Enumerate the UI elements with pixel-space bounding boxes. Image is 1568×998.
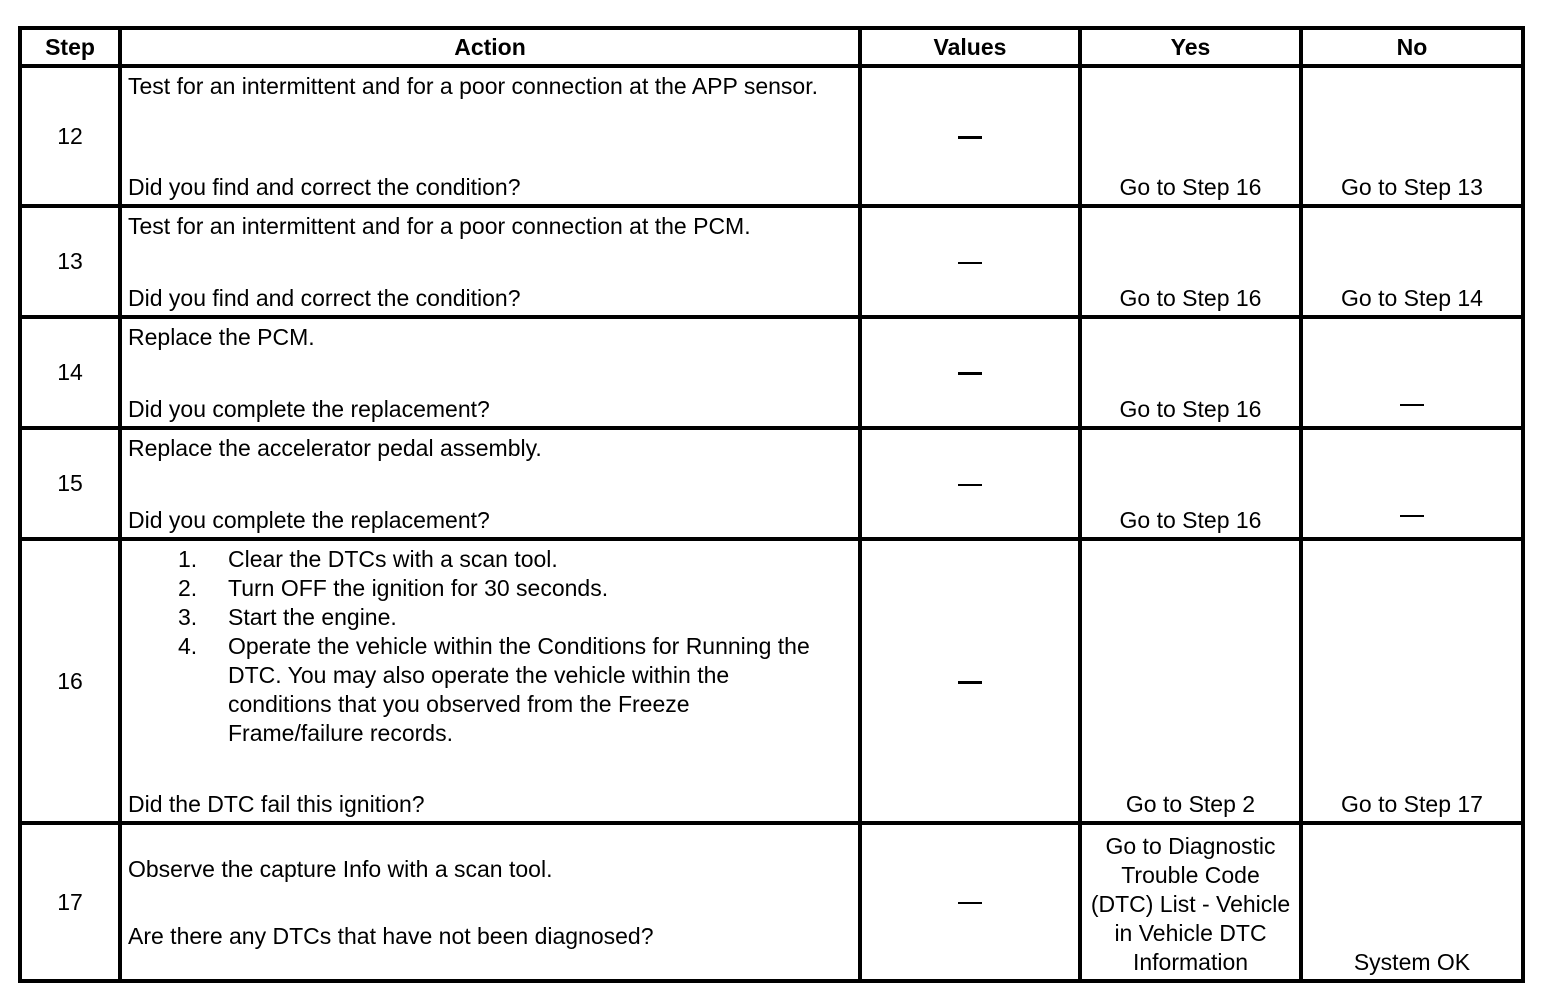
- action-cell: [120, 206, 860, 317]
- action-cell: [120, 539, 860, 823]
- step-number: 17: [20, 823, 120, 981]
- yes-cell: Go to Step 2: [1080, 539, 1301, 823]
- dash-icon: [958, 681, 982, 684]
- step-number: 12: [20, 66, 120, 206]
- header-row: [20, 28, 1523, 66]
- dash-icon: [1400, 515, 1424, 517]
- step-number: 15: [20, 428, 120, 539]
- action-question: Are there any DTCs that have not been diagnosed?: [128, 923, 654, 949]
- dash-icon: [958, 262, 982, 264]
- yes-cell: Go to Step 16: [1080, 428, 1301, 539]
- list-item: 1. Clear the DTCs with a scan tool.: [178, 546, 558, 572]
- action-cell: [120, 428, 860, 539]
- header-action: Action: [120, 28, 860, 66]
- action-cell: [120, 66, 860, 206]
- dash-icon: [1400, 404, 1424, 406]
- header-no: No: [1301, 28, 1523, 66]
- step-number: 16: [20, 539, 120, 823]
- list-item: 4. Operate the vehicle within the Conditions for Running the DTC. You may also operate the vehicle within the conditions that you observed from the Freeze Frame/failure records.: [178, 633, 810, 746]
- action-text: Test for an intermittent and for a poor connection at the PCM.: [128, 213, 751, 239]
- values-cell: [860, 206, 1080, 317]
- step-number: 14: [20, 317, 120, 428]
- action-question: Did you complete the replacement?: [128, 396, 490, 422]
- action-cell: [120, 317, 860, 428]
- table-row: [20, 539, 1523, 823]
- action-text: Replace the PCM.: [128, 324, 315, 350]
- table-row: [20, 428, 1523, 539]
- yes-cell: Go to Step 16: [1080, 66, 1301, 206]
- list-item: 3. Start the engine.: [178, 604, 397, 630]
- dash-icon: [958, 136, 982, 139]
- action-cell: [120, 823, 860, 981]
- header-values: Values: [860, 28, 1080, 66]
- table-row: [20, 317, 1523, 428]
- dash-icon: [958, 484, 982, 486]
- table-row: [20, 66, 1523, 206]
- action-question: Did you find and correct the condition?: [128, 174, 521, 200]
- action-question: Did you find and correct the condition?: [128, 285, 521, 311]
- values-cell: [860, 66, 1080, 206]
- values-cell: [860, 823, 1080, 981]
- yes-cell: Go to Step 16: [1080, 317, 1301, 428]
- values-cell: [860, 539, 1080, 823]
- no-cell: [1301, 317, 1523, 428]
- action-question: Did the DTC fail this ignition?: [128, 791, 425, 817]
- table-row: [20, 823, 1523, 981]
- dash-icon: [958, 902, 982, 904]
- action-text: Replace the accelerator pedal assembly.: [128, 435, 542, 461]
- no-cell: Go to Step 14: [1301, 206, 1523, 317]
- header-yes: Yes: [1080, 28, 1301, 66]
- no-cell: Go to Step 17: [1301, 539, 1523, 823]
- diagnostic-table: [18, 26, 1525, 983]
- yes-cell: Go to Diagnostic Trouble Code (DTC) List - Vehicle in Vehicle DTC Information: [1080, 823, 1301, 981]
- step-number: 13: [20, 206, 120, 317]
- list-item: 2. Turn OFF the ignition for 30 seconds.: [178, 575, 609, 601]
- action-question: Did you complete the replacement?: [128, 507, 490, 533]
- header-step: Step: [20, 28, 120, 66]
- action-text: Test for an intermittent and for a poor connection at the APP sensor.: [128, 73, 818, 99]
- procedure-list: [128, 545, 852, 748]
- table-row: [20, 206, 1523, 317]
- dash-icon: [958, 372, 982, 375]
- action-text: Observe the capture Info with a scan tool.: [128, 856, 553, 882]
- no-cell: System OK: [1301, 823, 1523, 981]
- values-cell: [860, 428, 1080, 539]
- yes-cell: Go to Step 16: [1080, 206, 1301, 317]
- no-cell: [1301, 428, 1523, 539]
- values-cell: [860, 317, 1080, 428]
- no-cell: Go to Step 13: [1301, 66, 1523, 206]
